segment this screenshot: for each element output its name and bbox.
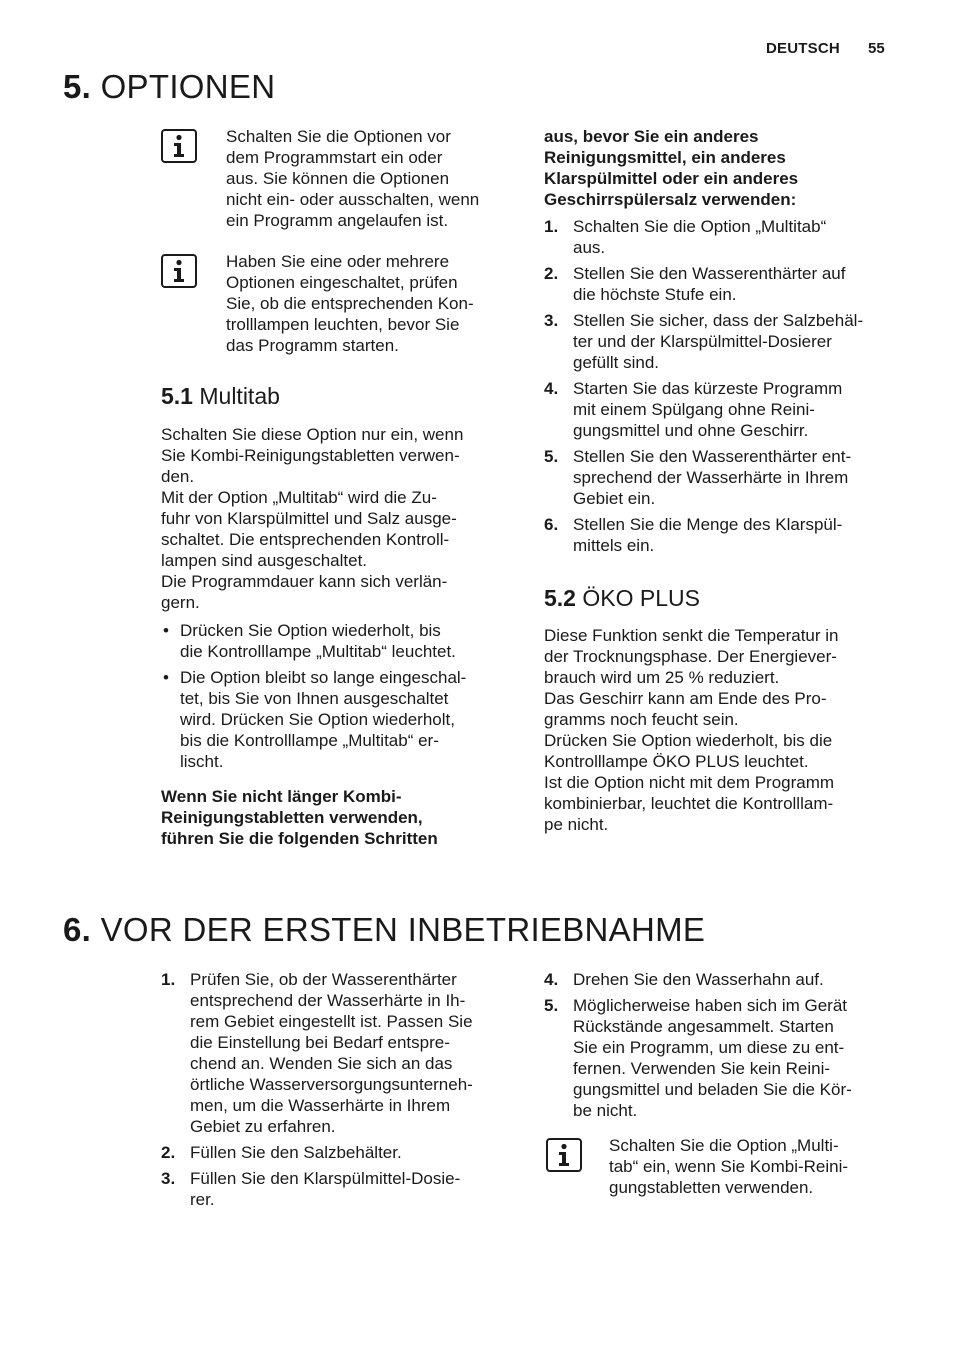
info-icon bbox=[161, 254, 197, 288]
subsection-number: 5.1 bbox=[161, 383, 193, 409]
step-number: 5. bbox=[544, 996, 559, 1015]
subsection-5-2-title bbox=[544, 585, 700, 612]
list-item bbox=[544, 969, 904, 990]
section-title-text: OPTIONEN bbox=[100, 68, 276, 105]
list-item: • Die Option bleibt so lange eingeschal- tet, bis Sie von Ihnen ausgeschaltet wird. Drücken Sie Option wiederholt, bis die Kontrolllampe „Multitab“ er- lischt. bbox=[163, 668, 467, 771]
multitab-paragraph: Schalten Sie diese Option nur ein, wenn Sie Kombi-Reinigungstabletten verwen- den. Mit der Option „Multitab“ wird die Zu- fuhr von Klarspülmittel und Salz ausge- schaltet. Die entsprechenden Kontroll- lampen sind ausgeschaltet. Die Programmdauer kann sich verlän- gern. bbox=[161, 425, 464, 612]
list-item bbox=[161, 1142, 521, 1163]
first-use-steps-left bbox=[161, 969, 521, 1215]
subsection-5-1-title bbox=[161, 383, 280, 410]
multitab-warning-right: aus, bevor Sie ein anderes Reinigungsmittel, ein anderes Klarspülmittel oder ein anderes Geschirrspülersalz verwenden: bbox=[544, 127, 799, 209]
step-number: 4. bbox=[544, 970, 559, 989]
list-item: • Drücken Sie Option wiederholt, bis die Kontrolllampe „Multitab“ leuchtet. bbox=[163, 621, 456, 661]
step-text: Drehen Sie den Wasserhahn auf. bbox=[573, 970, 824, 989]
list-item bbox=[544, 378, 904, 441]
step-number: 3. bbox=[161, 1169, 176, 1188]
section-number: 5. bbox=[63, 68, 92, 105]
step-text: Stellen Sie den Wasserenthärter auf die höchste Stufe ein. bbox=[573, 264, 846, 304]
step-text: Füllen Sie den Salzbehälter. bbox=[190, 1143, 402, 1162]
list-item bbox=[544, 310, 904, 373]
step-number: 1. bbox=[161, 970, 176, 989]
section-number: 6. bbox=[63, 911, 92, 948]
step-text: Stellen Sie den Wasserenthärter ent- sprechend der Wasserhärte in Ihrem Gebiet ein. bbox=[573, 447, 852, 508]
list-item bbox=[161, 1168, 521, 1210]
step-number: 2. bbox=[544, 264, 559, 283]
info-note-2: Haben Sie eine oder mehrere Optionen eingeschaltet, prüfen Sie, ob die entsprechenden Kon- trolllampen leuchten, bevor Sie das Programm starten. bbox=[226, 252, 474, 355]
list-item bbox=[544, 263, 904, 305]
step-text: Starten Sie das kürzeste Programm mit einem Spülgang ohne Reini- gungsmittel und ohne Geschirr. bbox=[573, 379, 843, 440]
step-number: 5. bbox=[544, 447, 559, 466]
list-item bbox=[544, 995, 904, 1121]
step-text: Stellen Sie die Menge des Klarspül- mittels ein. bbox=[573, 515, 843, 555]
subsection-number: 5.2 bbox=[544, 585, 576, 611]
list-item bbox=[161, 969, 521, 1137]
page-number: 55 bbox=[868, 40, 885, 57]
section-5-title bbox=[63, 68, 275, 106]
section-6-title bbox=[63, 911, 705, 949]
subsection-title-text: Multitab bbox=[199, 383, 280, 409]
info-icon bbox=[161, 129, 197, 163]
multitab-bullets bbox=[161, 620, 521, 777]
step-number: 6. bbox=[544, 515, 559, 534]
oeko-plus-paragraph: Diese Funktion senkt die Temperatur in der Trocknungsphase. Der Energiever- brauch wird um 25 % reduziert. Das Geschirr kann am Ende des Pro- gramms noch feucht sein. Drücken Sie Option wiederholt, bis die Kontrolllampe ÖKO PLUS leuchtet. Ist die Option nicht mit dem Programm kombinierbar, leuchtet die Kontrolllam- pe nicht. bbox=[544, 626, 839, 834]
step-text: Prüfen Sie, ob der Wasserenthärter entsprechend der Wasserhärte in Ih- rem Gebiet eingestellt ist. Passen Sie die Einstellung bei Bedarf entspre- chend an. Wenden Sie sich an das örtliche Wasserversorgungsunterneh- men, um die Wasserhärte in Ihrem Gebiet zu erfahren. bbox=[190, 970, 473, 1136]
first-use-steps-right bbox=[544, 969, 904, 1126]
step-text: Füllen Sie den Klarspülmittel-Dosie- rer. bbox=[190, 1169, 461, 1209]
multitab-steps bbox=[544, 216, 904, 561]
list-item bbox=[544, 216, 904, 258]
header-language: DEUTSCH bbox=[766, 40, 840, 57]
step-text: Möglicherweise haben sich im Gerät Rückstände angesammelt. Starten Sie ein Programm, um diese zu ent- fernen. Verwenden Sie kein Reini- gungsmittel und beladen Sie die Kör- be nicht. bbox=[573, 996, 852, 1120]
step-text: Schalten Sie die Option „Multitab“ aus. bbox=[573, 217, 827, 257]
list-item bbox=[544, 514, 904, 556]
step-number: 4. bbox=[544, 379, 559, 398]
list-item bbox=[544, 446, 904, 509]
subsection-title-text: ÖKO PLUS bbox=[582, 585, 700, 611]
info-note-3: Schalten Sie die Option „Multi- tab“ ein, wenn Sie Kombi-Reini- gungstabletten verwenden. bbox=[609, 1136, 849, 1197]
step-number: 3. bbox=[544, 311, 559, 330]
info-icon bbox=[546, 1138, 582, 1172]
step-text: Stellen Sie sicher, dass der Salzbehäl- ter und der Klarspülmittel-Dosierer gefüllt sind. bbox=[573, 311, 864, 372]
section-title-text: VOR DER ERSTEN INBETRIEBNAHME bbox=[100, 911, 706, 948]
info-note-1: Schalten Sie die Optionen vor dem Programmstart ein oder aus. Sie können die Optionen nicht ein- oder ausschalten, wenn ein Programm angelaufen ist. bbox=[226, 127, 480, 230]
multitab-warning-left: Wenn Sie nicht länger Kombi- Reinigungstabletten verwenden, führen Sie die folgenden Schritten bbox=[161, 787, 438, 848]
step-number: 1. bbox=[544, 217, 559, 236]
step-number: 2. bbox=[161, 1143, 176, 1162]
